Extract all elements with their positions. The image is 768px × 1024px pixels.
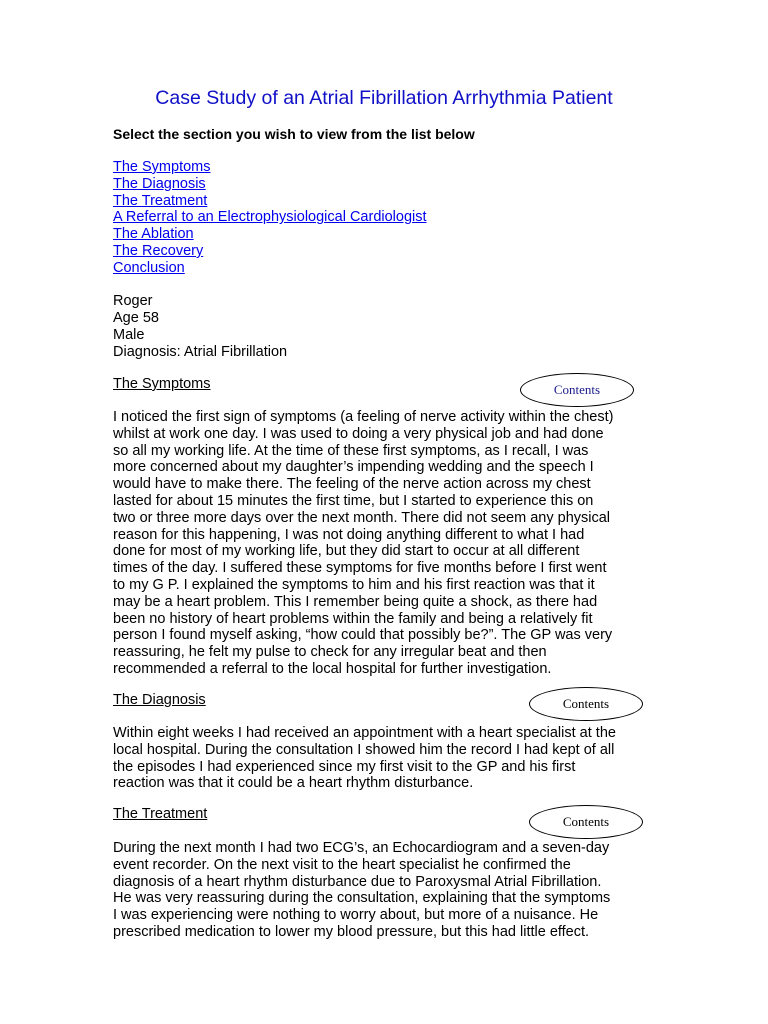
- patient-info: [113, 293, 287, 361]
- section-heading-diagnosis: The Diagnosis: [113, 692, 206, 708]
- section-text-diagnosis: Within eight weeks I had received an appointment with a heart specialist at the local hospital. During the consultation I showed him the record I had kept of all the episodes I had experienced since my first visit to the GP and his first reaction was that it could be a heart rhythm disturbance.: [113, 725, 616, 792]
- toc-item: [113, 260, 427, 277]
- toc-item: [113, 176, 427, 193]
- toc-item: [113, 159, 427, 176]
- patient-age: Age 58: [113, 310, 159, 326]
- section-text-treatment: During the next month I had two ECG’s, an Echocardiogram and a seven-day event recorder. On the next visit to the heart specialist he confirmed the diagnosis of a heart rhythm disturbance due to Paroxysmal Atrial Fibrillation. He was very reassuring during the consultation, explaining that the symptoms I was experiencing were nothing to worry about, but more of a nuisance. He prescribed medication to lower my blood pressure, but this had little effect.: [113, 840, 611, 940]
- table-of-contents: [113, 159, 427, 277]
- toc-link-ablation[interactable]: The Ablation: [113, 226, 194, 243]
- instruction-text: Select the section you wish to view from the list below: [113, 126, 475, 142]
- toc-item: [113, 226, 427, 243]
- toc-link-conclusion[interactable]: Conclusion: [113, 259, 185, 276]
- toc-link-referral[interactable]: A Referral to an Electrophysiological Cardiologist: [113, 209, 427, 226]
- contents-button-treatment[interactable]: Contents: [529, 805, 643, 839]
- patient-name: Roger: [113, 293, 153, 309]
- toc-link-diagnosis[interactable]: The Diagnosis: [113, 175, 206, 192]
- section-heading-symptoms: The Symptoms: [113, 376, 211, 392]
- page-title: Case Study of an Atrial Fibrillation Arrhythmia Patient: [155, 87, 613, 109]
- toc-link-symptoms[interactable]: The Symptoms: [113, 159, 211, 175]
- section-text-symptoms: I noticed the first sign of symptoms (a feeling of nerve activity within the chest) whilst at work one day. I was used to doing a very physical job and had done so all my working life. At the time of these first symptoms, as I recall, I was more concerned about my daughter’s impending wedding and the speech I would have to make there. The feeling of the nerve action across my chest lasted for about 15 minutes the first time, but I started to experience this on two or three more days over the next month. There did not seem any physical reason for this happening, I was not doing anything different to what I had done for most of my working life, but they did start to occur at all different times of the day. I suffered these symptoms for five months before I first went to my G P. I explained the symptoms to him and his first reaction was that it may be a heart problem. This I remember being quite a shock, as there had been no history of heart problems within the family and being a relatively fit person I found myself asking, “how could that possibly be?”. The GP was very reassuring, he felt my pulse to check for any irregular beat and then recommended a referral to the local hospital for further investigation.: [113, 409, 614, 677]
- toc-item: [113, 209, 427, 226]
- patient-diagnosis: Diagnosis: Atrial Fibrillation: [113, 344, 288, 360]
- contents-button-symptoms[interactable]: Contents: [520, 373, 634, 407]
- section-heading-treatment: The Treatment: [113, 806, 208, 822]
- toc-item: [113, 243, 427, 260]
- toc-link-recovery[interactable]: The Recovery: [113, 242, 204, 259]
- toc-link-treatment[interactable]: The Treatment: [113, 192, 208, 209]
- contents-button-diagnosis[interactable]: Contents: [529, 687, 643, 721]
- toc-item: [113, 193, 427, 210]
- patient-sex: Male: [113, 327, 145, 343]
